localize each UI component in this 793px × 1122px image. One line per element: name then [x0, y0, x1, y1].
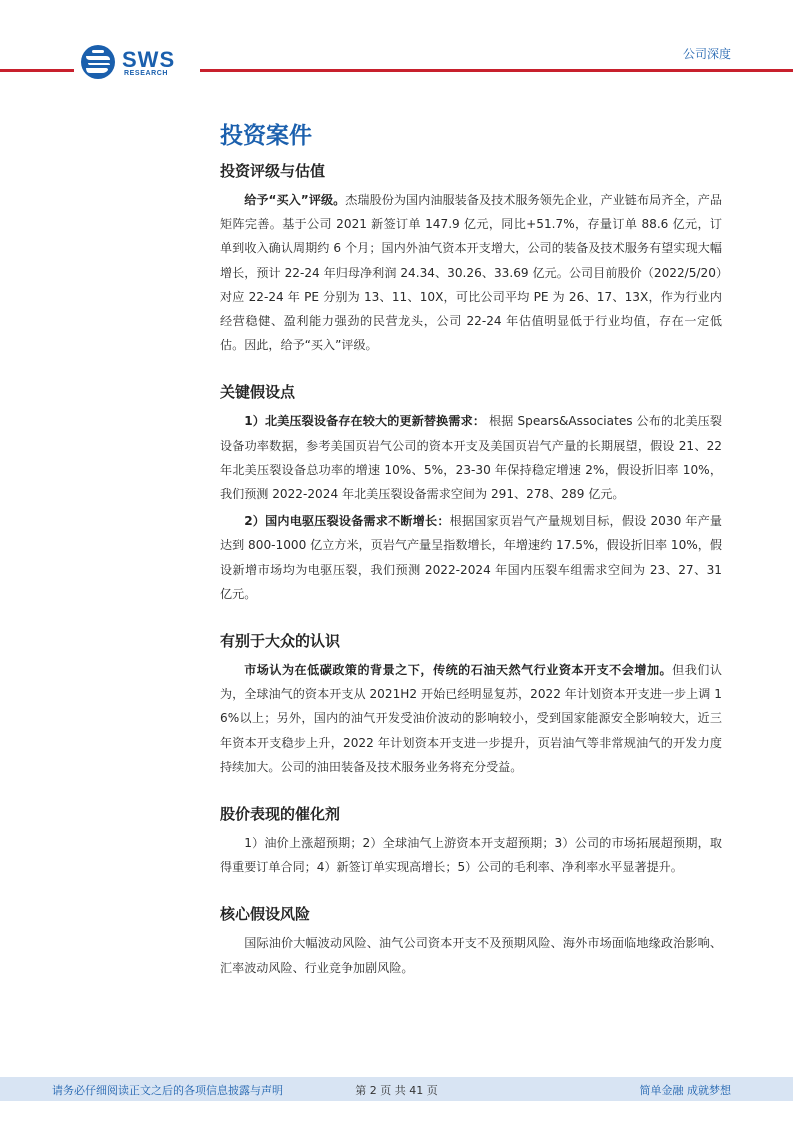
logo-subtext: RESEARCH: [124, 70, 169, 77]
section-title: 核心假设风险: [220, 905, 311, 924]
footer-slogan: 简单金融 成就梦想: [639, 1084, 731, 1097]
paragraph-lead: 市场认为在低碳政策的背景之下，传统的石油天然气行业资本开支不会增加。: [244, 663, 673, 678]
paragraph: 1）油价上涨超预期；2）全球油气上游资本开支超预期；3）公司的市场拓展超预期，取得重要订单合同；4）新签订单实现高增长；5）公司的毛利率、净利率水平显著提升。: [220, 836, 722, 875]
paragraph: [220, 658, 722, 779]
paragraph: [220, 509, 722, 606]
paragraph: 国际油价大幅波动风险、油气公司资本开支不及预期风险、海外市场面临地缘政治影响、汇率波动风险、行业竞争加剧风险。: [220, 936, 722, 975]
sws-logo: [80, 44, 190, 80]
section-risks: [220, 903, 722, 979]
paragraph-body: 杰瑞股份为国内油服装备及技术服务领先企业，产业链布局齐全，产品矩阵完善。基于公司 2021 新签订单 147.9 亿元，同比+51.7%，存量订单 88.6 亿元，订单到收入确认周期约 6 个月；国内外油气资本开支增大，公司的装备及技术服务有望实现大幅增长，预计 22-24 年归母净利润 24.34、30.26、33.69 亿元。公司目前股价（2022/5/20）对应 22-24 年 PE 分别为 13、11、10X，可比公司平均 PE 为 26、17、13X，作为行业内经营稳健、盈利能力强劲的民营龙头，公司 22-24 年估值明显低于行业均值，存在一定低估。因此，给予“买入”评级。: [220, 193, 722, 353]
section-title: 有别于大众的认识: [220, 632, 341, 651]
section-title: 股价表现的催化剂: [220, 805, 341, 824]
paragraph: [220, 188, 722, 357]
logo-wordmark: SWS: [122, 47, 176, 72]
page-number: 第 2 页 共 41 页: [355, 1084, 438, 1097]
paragraph-lead: 2）国内电驱压裂设备需求不断增长：: [244, 514, 450, 529]
paragraph-body: 根据 Spears&Associates 公布的北美压裂设备功率数据，参考美国页岩气公司的资本开支及美国页岩气产量的长期展望，假设 21、22 年北美压裂设备总功率的增速 10%、5%，23-30 年保持稳定增速 2%，假设折旧率 10%，我们预测 2022-2024 年北美压裂设备需求空间为 291、278、289 亿元。: [220, 414, 722, 502]
main-content: [220, 120, 722, 980]
paragraph-lead: 给予“买入”评级。: [244, 193, 346, 207]
header-rule-left: [0, 69, 74, 72]
header-rule-right: [200, 69, 793, 72]
paragraph-lead: 1）北美压裂设备存在较大的更新替换需求：: [244, 414, 486, 429]
page-footer: [0, 1077, 793, 1101]
report-type-label: 公司深度: [682, 47, 731, 61]
paragraph-body: 根据国家页岩气产量规划目标，假设 2030 年产量达到 800-1000 亿立方米，页岩气产量呈指数增长，年增速约 17.5%，假设折旧率 10%，假设新增市场均为电驱压裂，我们预测 2022-2024 年国内压裂车组需求空间为 23、27、31 亿元。: [220, 514, 723, 601]
section-different-view: [220, 630, 722, 779]
paragraph: [220, 409, 722, 506]
section-title: 投资评级与估值: [220, 162, 326, 180]
section-catalysts: [220, 803, 722, 879]
sws-logo-icon: [80, 44, 116, 80]
section-assumptions: [220, 381, 722, 606]
page-title: 投资案件: [220, 123, 312, 149]
section-rating: [220, 160, 722, 357]
footer-disclaimer: 请务必仔细阅读正文之后的各项信息披露与声明: [52, 1084, 283, 1097]
paragraph-body: 但我们认为，全球油气的资本开支从 2021H2 开始已经明显复苏，2022 年计划资本开支进一步上调 16%以上；另外，国内的油气开发受油价波动的影响较小，受到国家能源安全影响较大，近三年资本开支稳步上升，2022 年计划资本开支进一步提升，页岩油气等非常规油气的开发力度持续加大。公司的油田装备及技术服务业务将充分受益。: [220, 663, 722, 774]
page-header: [0, 0, 793, 110]
section-title: 关键假设点: [220, 383, 296, 402]
